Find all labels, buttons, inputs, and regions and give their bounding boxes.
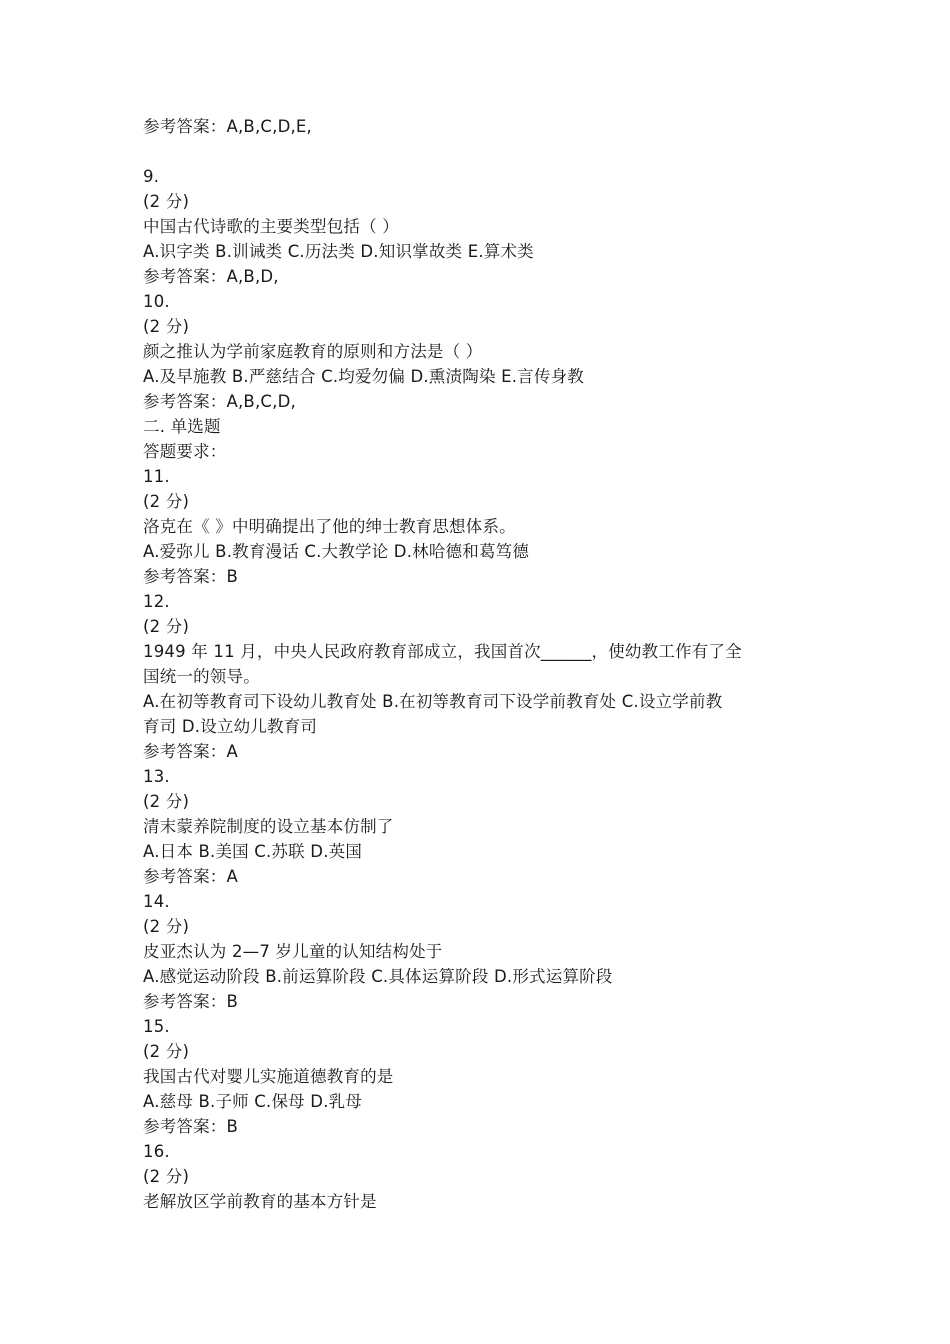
question-number: 11. <box>143 467 170 486</box>
question-options-continued: 育司 D.设立幼儿教育司 <box>143 717 318 736</box>
question-number: 15. <box>143 1017 170 1036</box>
question-options: A.在初等教育司下设幼儿教育处 B.在初等教育司下设学前教育处 C.设立学前教 <box>143 692 723 711</box>
question-score: (2 分) <box>143 317 190 336</box>
question-options: A.及早施教 B.严慈结合 C.均爱勿偏 D.熏渍陶染 E.言传身教 <box>143 367 584 386</box>
section-requirements: 答题要求： <box>143 442 227 461</box>
question-options: A.慈母 B.子师 C.保母 D.乳母 <box>143 1092 363 1111</box>
answer-line: 参考答案：A,B,D, <box>143 267 279 286</box>
question-number: 10. <box>143 292 170 311</box>
question-options: A.感觉运动阶段 B.前运算阶段 C.具体运算阶段 D.形式运算阶段 <box>143 967 613 986</box>
question-text: 皮亚杰认为 2—7 岁儿童的认知结构处于 <box>143 942 443 961</box>
question-score: (2 分) <box>143 1042 190 1061</box>
question-score: (2 分) <box>143 192 190 211</box>
question-text: 我国古代对婴儿实施道德教育的是 <box>143 1067 394 1086</box>
question-options: A.爱弥儿 B.教育漫话 C.大教学论 D.林哈德和葛笃德 <box>143 542 530 561</box>
question-score: (2 分) <box>143 617 190 636</box>
answer-line: 参考答案：A <box>143 867 238 886</box>
question-text: 1949 年 11 月，中央人民政府教育部成立，我国首次______，使幼教工作有了全 <box>143 642 742 661</box>
answer-line: 参考答案：A,B,C,D,E, <box>143 117 312 136</box>
question-text: 颜之推认为学前家庭教育的原则和方法是（ ） <box>143 342 483 361</box>
question-text-continued: 国统一的领导。 <box>143 667 260 686</box>
question-options: A.识字类 B.训诫类 C.历法类 D.知识掌故类 E.算术类 <box>143 242 534 261</box>
question-score: (2 分) <box>143 492 190 511</box>
section-heading: 二. 单选题 <box>143 417 221 436</box>
question-text: 老解放区学前教育的基本方针是 <box>143 1192 377 1211</box>
question-score: (2 分) <box>143 1167 190 1186</box>
question-number: 14. <box>143 892 170 911</box>
question-number: 13. <box>143 767 170 786</box>
answer-line: 参考答案：B <box>143 567 239 586</box>
question-text: 清末蒙养院制度的设立基本仿制了 <box>143 817 394 836</box>
question-score: (2 分) <box>143 792 190 811</box>
question-options: A.日本 B.美国 C.苏联 D.英国 <box>143 842 363 861</box>
question-text: 中国古代诗歌的主要类型包括（ ） <box>143 217 399 236</box>
question-number: 16. <box>143 1142 170 1161</box>
question-score: (2 分) <box>143 917 190 936</box>
answer-line: 参考答案：B <box>143 1117 239 1136</box>
answer-line: 参考答案：A,B,C,D, <box>143 392 296 411</box>
question-number: 9. <box>143 167 160 186</box>
answer-line: 参考答案：B <box>143 992 239 1011</box>
question-text: 洛克在《 》中明确提出了他的绅士教育思想体系。 <box>143 517 516 536</box>
answer-line: 参考答案：A <box>143 742 238 761</box>
question-number: 12. <box>143 592 170 611</box>
